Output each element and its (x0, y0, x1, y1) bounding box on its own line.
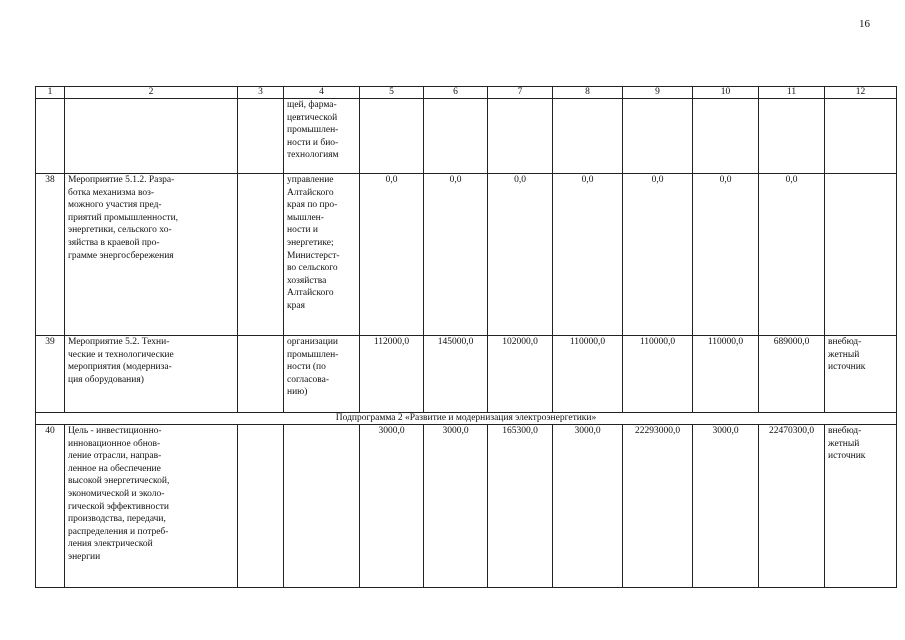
column-3-cell (238, 336, 284, 413)
column-header-5: 5 (360, 87, 424, 99)
column-header-10: 10 (693, 87, 759, 99)
value-cell-9: 0,0 (623, 174, 693, 336)
value-cell-9: 22293000,0 (623, 425, 693, 588)
table-row (36, 174, 897, 336)
row-number: 40 (36, 425, 65, 588)
column-header-7: 7 (488, 87, 553, 99)
value-cell-5: 3000,0 (360, 425, 424, 588)
value-cell-10: 110000,0 (693, 336, 759, 413)
value-cell-10: 0,0 (693, 174, 759, 336)
value-cell-6: 3000,0 (424, 425, 488, 588)
value-cell-8: 0,0 (553, 174, 623, 336)
value-cell-7: 0,0 (488, 174, 553, 336)
funding-source-cell (825, 174, 897, 336)
column-header-3: 3 (238, 87, 284, 99)
executor-cell (284, 425, 360, 588)
measure-name: Цель - инвестиционно- инновационное обнов- ление отрасли, направ- ленное на обеспечение высокой энергетической, экономической и эколо- гической эффективности производства, передачи, распределения и потреб- ления электрической энергии (65, 425, 238, 588)
value-cell-11: 0,0 (759, 174, 825, 336)
value-cell-8: 110000,0 (553, 336, 623, 413)
value-cell-10: 3000,0 (693, 425, 759, 588)
table-row (36, 425, 897, 588)
value-cell-6: 0,0 (424, 174, 488, 336)
column-header-11: 11 (759, 87, 825, 99)
column-header-1: 1 (36, 87, 65, 99)
column-number-row (36, 87, 897, 99)
value-cell-7: 165300,0 (488, 425, 553, 588)
row-number: 38 (36, 174, 65, 336)
column-header-2: 2 (65, 87, 238, 99)
column-3-cell (238, 174, 284, 336)
value-cell-8: 3000,0 (553, 425, 623, 588)
executor-cell: щей, фарма- цевтической промышлен- ности и био- технологиям (284, 99, 360, 174)
value-cell-6: 145000,0 (424, 336, 488, 413)
column-header-8: 8 (553, 87, 623, 99)
measure-name: Мероприятие 5.1.2. Разра- ботка механизма воз- можного участия пред- приятий промышленности, энергетики, сельского хо- зяйства в краевой про- грамме энергосбережения (65, 174, 238, 336)
column-3-cell (238, 425, 284, 588)
executor-cell: организации промышлен- ности (по согласова- нию) (284, 336, 360, 413)
row-number: 39 (36, 336, 65, 413)
column-header-12: 12 (825, 87, 897, 99)
subprogram-row (36, 413, 897, 425)
value-cell-5: 0,0 (360, 174, 424, 336)
value-cell-11: 22470300,0 (759, 425, 825, 588)
executor-cell: управление Алтайского края по про- мышлен- ности и энергетике; Министерст- во сельского хозяйства Алтайского края (284, 174, 360, 336)
value-cell-7: 102000,0 (488, 336, 553, 413)
subprogram-title: Подпрограмма 2 «Развитие и модернизация электроэнергетики» (36, 413, 897, 425)
column-header-6: 6 (424, 87, 488, 99)
page-number: 16 (859, 18, 870, 30)
column-header-4: 4 (284, 87, 360, 99)
value-cell-11: 689000,0 (759, 336, 825, 413)
table-row-continuation (36, 99, 897, 174)
funding-source-cell: внебюд- жетный источник (825, 425, 897, 588)
column-header-9: 9 (623, 87, 693, 99)
measures-table (35, 86, 897, 588)
funding-source-cell: внебюд- жетный источник (825, 336, 897, 413)
measure-name: Мероприятие 5.2. Техни- ческие и технологические мероприятия (модерниза- ция оборудования) (65, 336, 238, 413)
table-row (36, 336, 897, 413)
value-cell-9: 110000,0 (623, 336, 693, 413)
value-cell-5: 112000,0 (360, 336, 424, 413)
